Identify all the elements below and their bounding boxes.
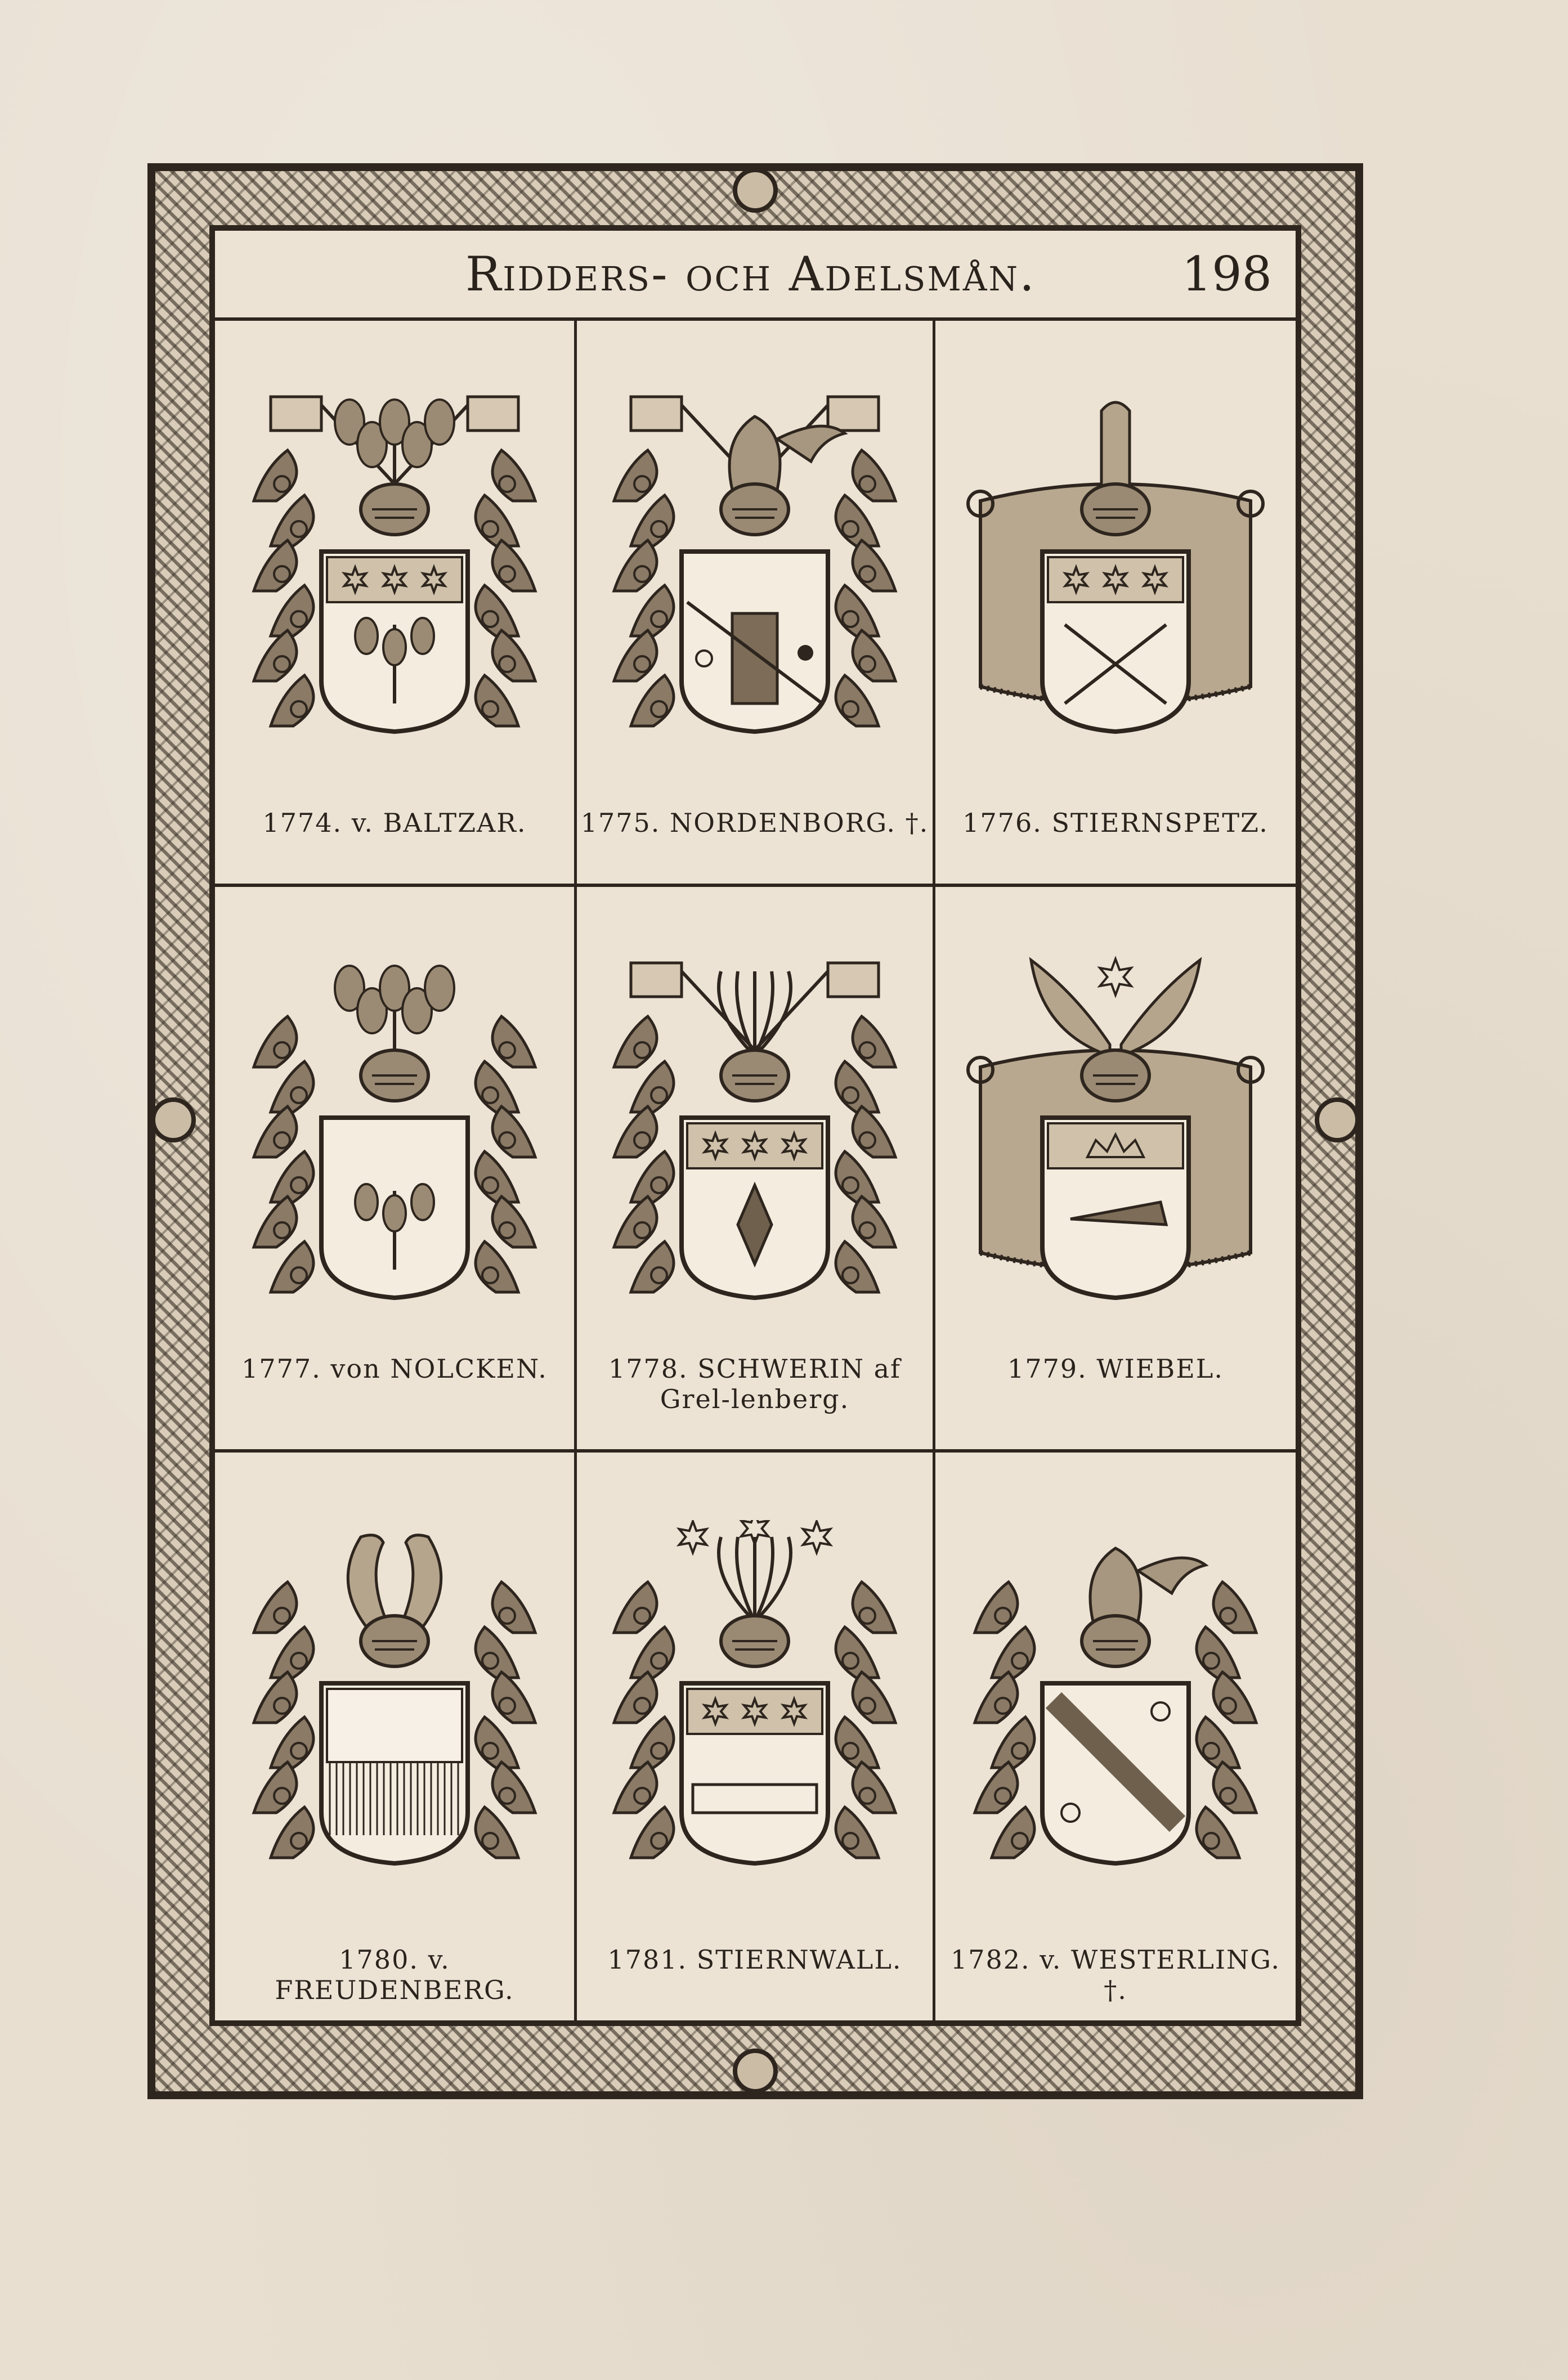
- coat-of-arms-cell: [935, 887, 1296, 1449]
- coat-of-arms-engraving: [237, 954, 552, 1360]
- coat-of-arms-cell: [577, 887, 933, 1449]
- coat-of-arms-caption: 1781. STIERNWALL.: [607, 1944, 902, 1975]
- page-number: 198: [1181, 246, 1272, 302]
- page-title: Ridders- och Adelsmån.: [465, 246, 1036, 302]
- border-rosette-icon: [733, 2049, 778, 2094]
- border-rosette-icon: [733, 168, 778, 213]
- coat-of-arms-cell: [935, 321, 1296, 884]
- coat-of-arms-engraving: [237, 1520, 552, 1925]
- coat-of-arms-cell: [215, 321, 574, 884]
- coat-of-arms-cell: [215, 887, 574, 1449]
- coat-of-arms-caption: 1778. SCHWERIN af Grel-lenberg.: [608, 1353, 902, 1414]
- coat-of-arms-cell: [935, 1453, 1296, 2020]
- coat-of-arms-caption: 1779. WIEBEL.: [1007, 1353, 1224, 1384]
- coat-of-arms-caption: 1776. STIERNSPETZ.: [962, 808, 1269, 838]
- coat-of-arms-cell: [215, 1453, 574, 2020]
- coat-of-arms-engraving: [958, 388, 1273, 794]
- coat-of-arms-caption: 1782. v. WESTERLING. †.: [950, 1944, 1281, 2005]
- page-header: [215, 231, 1296, 321]
- coat-of-arms-caption: 1777. von NOLCKEN.: [241, 1353, 548, 1384]
- coat-of-arms-engraving: [958, 954, 1273, 1360]
- coat-of-arms-cell: [577, 321, 933, 884]
- coat-of-arms-engraving: [597, 388, 912, 794]
- coat-of-arms-cell: [577, 1453, 933, 2020]
- coat-of-arms-engraving: [597, 954, 912, 1360]
- border-rosette-icon: [151, 1097, 196, 1142]
- coat-of-arms-grid: [215, 321, 1296, 2020]
- coat-of-arms-caption: 1775. NORDENBORG. †.: [580, 808, 929, 838]
- border-rosette-icon: [1315, 1097, 1360, 1142]
- coat-of-arms-engraving: [237, 388, 552, 794]
- coat-of-arms-caption: 1780. v. FREUDENBERG.: [275, 1944, 514, 2005]
- coat-of-arms-engraving: [958, 1520, 1273, 1925]
- coat-of-arms-caption: 1774. v. BALTZAR.: [262, 808, 527, 838]
- coat-of-arms-engraving: [597, 1520, 912, 1925]
